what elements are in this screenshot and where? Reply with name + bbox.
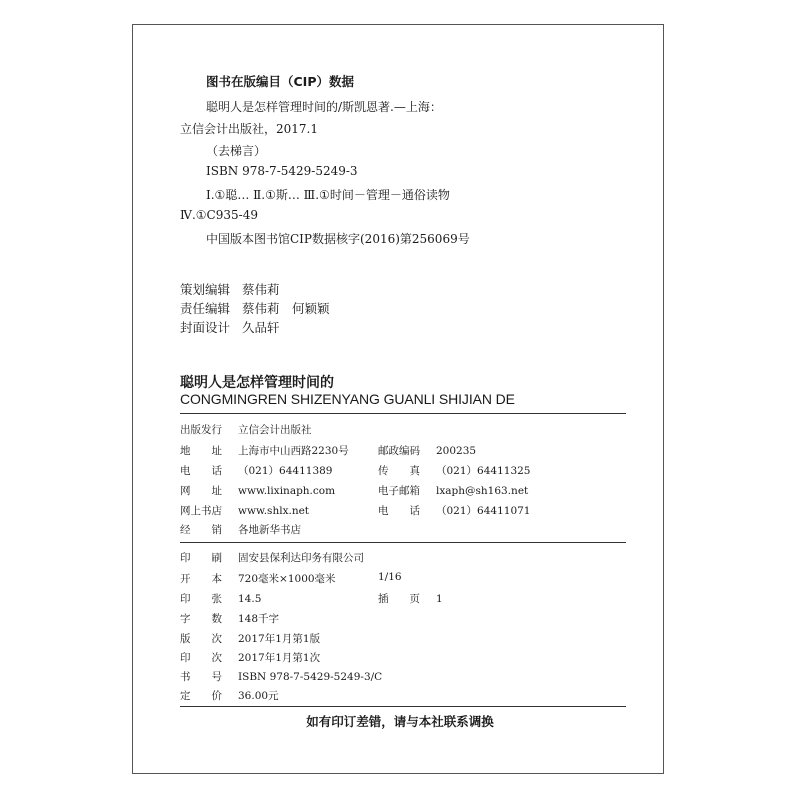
- field-label: 电 话: [180, 465, 222, 477]
- divider-middle: [180, 542, 626, 543]
- word-count-row: [180, 611, 279, 626]
- cip-line-isbn: ISBN 978-7-5429-5249-3: [206, 164, 358, 178]
- edition-row: [180, 631, 320, 646]
- field-value: 上海市中山西路2230号: [238, 445, 349, 457]
- field-value: 148千字: [238, 613, 280, 625]
- field-value: 720毫米×1000毫米: [238, 573, 336, 585]
- cip-line-title: 聪明人是怎样管理时间的/斯凯恩著.—上海：: [206, 100, 442, 114]
- credit-role: 策划编辑: [180, 282, 231, 297]
- field-label: 电 话: [378, 505, 420, 517]
- book-title-chinese: 聪明人是怎样管理时间的: [180, 375, 334, 391]
- field-value: （021）64411389: [238, 465, 333, 477]
- divider-bottom: [180, 706, 626, 707]
- address-row: [180, 443, 349, 458]
- postcode-row: [378, 443, 476, 458]
- phone-row: [180, 463, 333, 478]
- field-label: 网 址: [180, 485, 222, 497]
- field-value: 2017年1月第1次: [238, 652, 321, 664]
- price-row: [180, 688, 279, 703]
- format-fold: 1/16: [378, 571, 402, 583]
- field-label: 地 址: [180, 445, 222, 457]
- field-label: 开 本: [180, 573, 222, 585]
- field-label: 出版发行: [180, 424, 222, 436]
- field-label: 定 价: [180, 690, 222, 702]
- field-label: 版 次: [180, 633, 222, 645]
- field-label: 印 刷: [180, 552, 222, 564]
- field-label: 邮政编码: [378, 445, 420, 457]
- isbn-row: [180, 669, 382, 684]
- book-title-pinyin: CONGMINGREN SHIZENYANG GUANLI SHIJIAN DE: [180, 391, 515, 407]
- field-value: 2017年1月第1版: [238, 633, 321, 645]
- error-notice: 如有印订差错，请与本社联系调换: [306, 714, 494, 729]
- credit-names: 蔡伟莉 何颖颖: [242, 301, 330, 316]
- field-value: lxaph@sh163.net: [436, 485, 529, 497]
- cip-line-publisher: 立信会计出版社，2017.1: [180, 122, 318, 136]
- online-shop-row: [180, 503, 309, 518]
- credit-names: 久品轩: [242, 320, 280, 335]
- fax-row: [378, 463, 531, 478]
- credit-responsible-editor: [180, 299, 330, 317]
- field-label: 插 页: [378, 593, 420, 605]
- distributor-row: [180, 522, 301, 537]
- credit-role: 责任编辑: [180, 301, 231, 316]
- field-value: 固安县保利达印务有限公司: [238, 552, 364, 564]
- field-value: 1: [436, 593, 443, 605]
- divider-top: [180, 413, 626, 414]
- publisher-row: [180, 422, 312, 437]
- credit-planning-editor: [180, 280, 280, 298]
- email-row: [378, 483, 528, 498]
- sheets-row: [180, 591, 261, 606]
- format-row: [180, 571, 336, 586]
- website-row: [180, 483, 335, 498]
- field-label: 字 数: [180, 613, 222, 625]
- impression-row: [180, 650, 320, 665]
- field-label: 电子邮箱: [378, 485, 420, 497]
- credit-names: 蔡伟莉: [242, 282, 280, 297]
- field-label: 传 真: [378, 465, 420, 477]
- field-value: www.lixinaph.com: [238, 485, 336, 497]
- field-value: 各地新华书店: [238, 524, 301, 536]
- field-label: 网上书店: [180, 505, 222, 517]
- shop-phone-row: [378, 503, 531, 518]
- field-value: 200235: [436, 445, 477, 457]
- cip-line-subjects: Ⅰ.①聪… Ⅱ.①斯… Ⅲ.①时间－管理－通俗读物: [206, 188, 450, 202]
- cip-line-series: （去梯言）: [206, 144, 267, 158]
- field-value: 36.00元: [238, 690, 279, 702]
- cip-line-classification: Ⅳ.①C935-49: [180, 208, 258, 222]
- cip-heading: 图书在版编目（CIP）数据: [206, 74, 354, 89]
- field-value: 立信会计出版社: [238, 424, 312, 436]
- field-label: 书 号: [180, 671, 222, 683]
- field-value: ISBN 978-7-5429-5249-3/C: [238, 671, 383, 683]
- field-value: （021）64411071: [436, 505, 531, 517]
- plates-row: [378, 591, 443, 606]
- field-value: （021）64411325: [436, 465, 531, 477]
- field-label: 印 次: [180, 652, 222, 664]
- field-value: www.shlx.net: [238, 505, 310, 517]
- credit-cover-design: [180, 318, 280, 336]
- credit-role: 封面设计: [180, 320, 231, 335]
- field-label: 印 张: [180, 593, 222, 605]
- cip-line-cip-number: 中国版本图书馆CIP数据核字(2016)第256069号: [206, 232, 470, 246]
- printer-row: [180, 550, 364, 565]
- field-value: 14.5: [238, 593, 262, 605]
- field-label: 经 销: [180, 524, 222, 536]
